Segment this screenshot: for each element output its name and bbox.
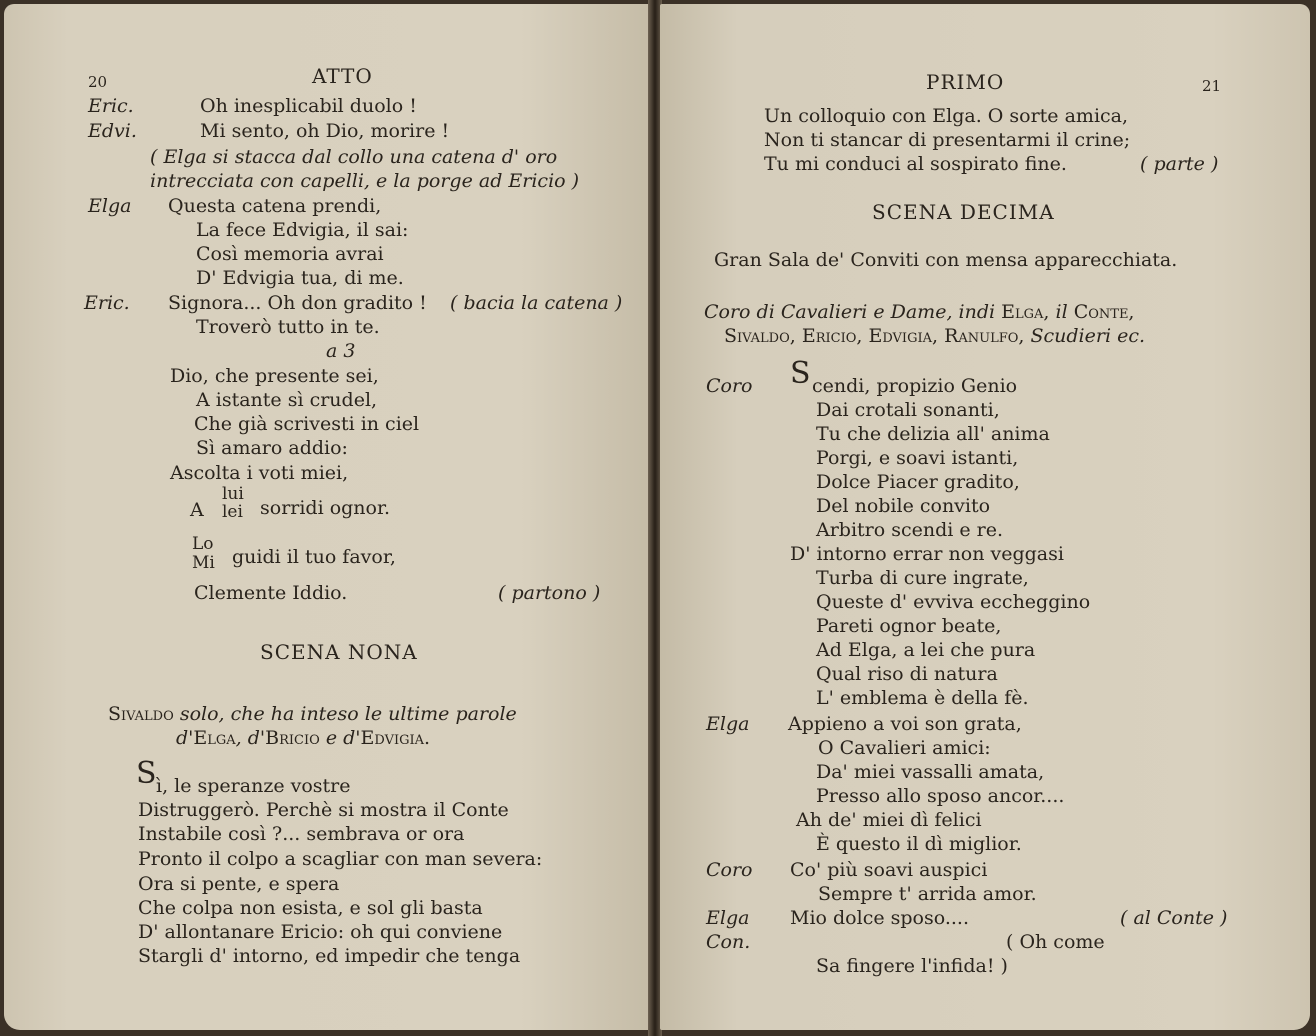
verse-line: Pronto il colpo a scagliar con man severa:: [138, 848, 543, 870]
verse-line: Non ti stancar di presentarmi il crine;: [764, 129, 1131, 151]
scene-title: SCENA NONA: [260, 640, 418, 664]
speaker-label: Elga: [706, 907, 750, 929]
alternate-word-bottom: lei: [222, 502, 243, 522]
verse-line: Presso allo sposo ancor....: [816, 785, 1065, 807]
verse-line: L' emblema è della fè.: [816, 687, 1029, 709]
alternate-word-top: lui: [222, 484, 244, 504]
verse-line: Appieno a voi son grata,: [788, 713, 1022, 735]
verse-line: Ah de' miei dì felici: [796, 809, 982, 831]
cast-text: Coro di Cavalieri e Dame, indi: [704, 301, 996, 323]
verse-line: Sempre t' arrida amor.: [818, 883, 1037, 905]
character-name: Edvigia.: [360, 727, 431, 749]
verse-line: Così memoria avrai: [196, 243, 384, 265]
drop-cap: S: [790, 356, 811, 391]
character-name: Elga: [193, 727, 236, 749]
verse-line: D' allontanare Ericio: oh qui conviene: [138, 921, 503, 943]
right-page: [660, 4, 1310, 1030]
verse-line: Tu che delizia all' anima: [816, 423, 1050, 445]
verse-line: Che colpa non esista, e sol gli basta: [138, 897, 483, 919]
verse-line: Dai crotali sonanti,: [816, 399, 1000, 421]
verse-line: Distruggerò. Perchè si mostra il Conte: [138, 799, 509, 821]
verse-line: Questa catena prendi,: [168, 195, 382, 217]
character-name: Ranulfo,: [944, 325, 1025, 347]
verse-line: D' intorno errar non veggasi: [790, 543, 1064, 565]
verse-line: Ad Elga, a lei che pura: [816, 639, 1036, 661]
verse-line: Dolce Piacer gradito,: [816, 471, 1020, 493]
description-text: d': [176, 727, 194, 749]
verse-line: ( Oh come: [1006, 931, 1105, 953]
character-name: Ericio,: [801, 325, 863, 347]
scene-description: [108, 702, 517, 726]
verse-line: Turba di cure ingrate,: [816, 567, 1029, 589]
description-text: solo, che ha inteso le ultime parole: [179, 703, 517, 725]
verse-line: Dio, che presente sei,: [170, 365, 379, 387]
verse-line: Tu mi conduci al sospirato fine.: [764, 153, 1067, 175]
cast-list: [724, 324, 1145, 348]
alternate-word-bottom: Mi: [192, 553, 215, 573]
verse-line: Troverò tutto in te.: [196, 316, 380, 338]
verse-line: Instabile così ?... sembrava or ora: [138, 823, 465, 845]
verse-line: Stargli d' intorno, ed impedir che tenga: [138, 945, 521, 967]
verse-line: La fece Edvigia, il sai:: [196, 219, 409, 241]
verse-line: Che già scrivesti in ciel: [194, 413, 420, 435]
speaker-label: Coro: [706, 375, 753, 397]
speaker-label: Eric.: [84, 292, 130, 314]
verse-line: Un colloquio con Elga. O sorte amica,: [764, 105, 1129, 127]
cast-text: il: [1055, 301, 1068, 323]
scene-setting: Gran Sala de' Conviti con mensa apparecchiata.: [714, 249, 1178, 271]
speaker-label: Edvi.: [88, 120, 137, 142]
character-name: Elga,: [1001, 301, 1050, 323]
page-number: 21: [1202, 77, 1222, 95]
cast-list: [704, 300, 1134, 324]
verse-line: Mio dolce sposo....: [790, 907, 969, 929]
stage-direction: ( partono ): [498, 582, 601, 604]
verse-line: Da' miei vassalli amata,: [816, 761, 1045, 783]
stage-direction: ( bacia la catena ): [450, 292, 623, 314]
verse-line: O Cavalieri amici:: [818, 737, 991, 759]
verse-line: sorridi ognor.: [260, 497, 391, 519]
verse-line: Mi sento, oh Dio, morire !: [200, 120, 450, 142]
verse-line: Signora... Oh don gradito !: [168, 292, 427, 314]
character-name: Bricio: [265, 727, 320, 749]
stage-direction: intrecciata con capelli, e la porge ad Ericio ): [150, 170, 580, 192]
cast-text: Scudieri ec.: [1030, 325, 1146, 347]
scene-description: [176, 726, 430, 750]
alternate-word-top: Lo: [192, 534, 214, 554]
speaker-label: Coro: [706, 859, 753, 881]
verse-line: Queste d' evviva eccheggino: [816, 591, 1091, 613]
speaker-label: Elga: [88, 195, 132, 217]
stage-direction: ( Elga si stacca dal collo una catena d' oro: [150, 146, 558, 168]
character-name: Sivaldo,: [724, 325, 796, 347]
verse-line: È questo il dì miglior.: [816, 833, 1022, 855]
description-text: e d': [325, 727, 361, 749]
running-header: ATTO: [312, 64, 373, 88]
stage-direction: ( al Conte ): [1120, 907, 1228, 929]
verse-line: guidi il tuo favor,: [232, 546, 396, 568]
stage-direction: ( parte ): [1140, 153, 1219, 175]
verse-line: D' Edvigia tua, di me.: [196, 267, 404, 289]
character-name: Edvigia,: [868, 325, 939, 347]
verse-line: cendi, propizio Genio: [812, 375, 1018, 397]
character-name: Conte,: [1073, 301, 1135, 323]
left-page: [4, 4, 650, 1030]
verse-line: Qual riso di natura: [816, 663, 998, 685]
verse-line: Oh inesplicabil duolo !: [200, 95, 417, 117]
description-text: , d': [235, 727, 266, 749]
verse-line: Pareti ognor beate,: [816, 615, 1002, 637]
verse-line: Sa fingere l'infida! ): [816, 955, 1008, 977]
verse-line: Ora si pente, e spera: [138, 873, 340, 895]
running-header: PRIMO: [926, 70, 1005, 94]
page-number: 20: [88, 73, 108, 91]
verse-line: Del nobile convito: [816, 495, 991, 517]
scene-title: SCENA DECIMA: [872, 200, 1055, 224]
speaker-label: Con.: [706, 931, 751, 953]
character-name: Sivaldo: [108, 703, 174, 725]
verse-line: ì, le speranze vostre: [156, 775, 351, 797]
verse-line: Sì amaro addio:: [196, 437, 348, 459]
verse-line: Co' più soavi auspici: [790, 859, 988, 881]
verse-line: Porgi, e soavi istanti,: [816, 447, 1019, 469]
speaker-label: Elga: [706, 713, 750, 735]
verse-line: Clemente Iddio.: [194, 582, 348, 604]
drop-cap: S: [136, 756, 157, 791]
verse-line: A istante sì crudel,: [196, 389, 378, 411]
verse-line: Ascolta i voti miei,: [170, 462, 349, 484]
verse-word: A: [190, 499, 204, 521]
ensemble-marker: a 3: [326, 340, 356, 362]
verse-line: Arbitro scendi e re.: [816, 519, 1004, 541]
speaker-label: Eric.: [88, 95, 134, 117]
